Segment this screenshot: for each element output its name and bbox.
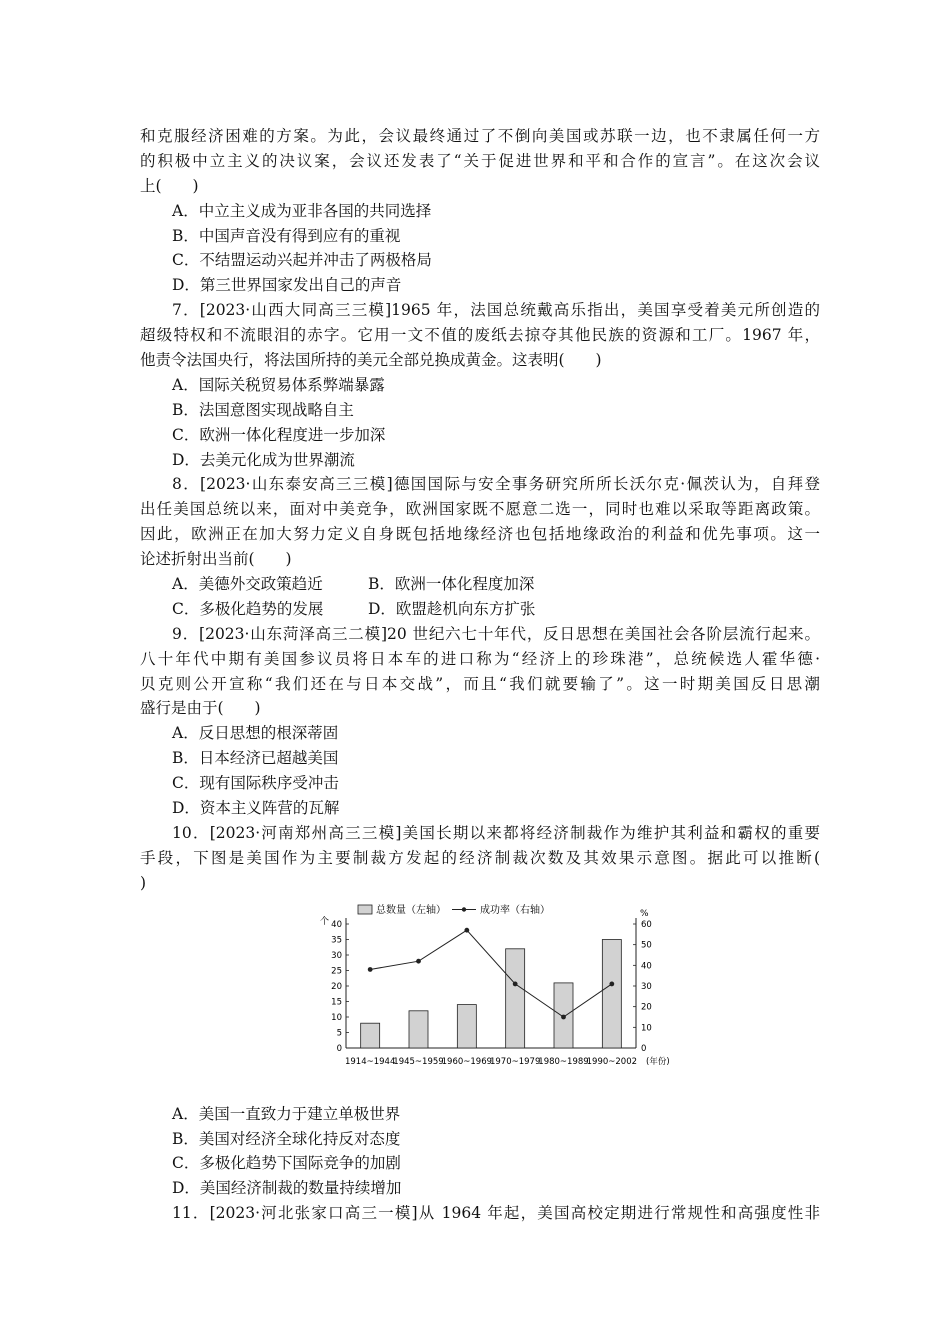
x-axis-tick-label: 1914~1944	[344, 1056, 396, 1067]
right-axis-tick-label: 50	[641, 940, 652, 951]
success-rate-point	[513, 981, 518, 986]
x-axis-tick-label: 1980~1989	[538, 1056, 589, 1067]
left-axis-tick-label: 40	[331, 919, 342, 930]
q11-text-line-1: 11．[2023·河北张家口高三一模]从 1964 年起，美国高校定期进行常规性和高强度性非	[172, 1204, 820, 1223]
q7-option-a: A．国际关税贸易体系弊端暴露	[172, 375, 385, 394]
q6-option-a: A．中立主义成为亚非各国的共同选择	[172, 201, 432, 220]
q9-text-line-4: 盛行是由于( )	[140, 699, 261, 718]
q10-option-a: A．美国一直致力于建立单极世界	[172, 1104, 401, 1123]
chart-bar	[506, 948, 525, 1047]
q10-option-b: B．美国对经济全球化持反对态度	[172, 1129, 401, 1148]
q6-option-b: B．中国声音没有得到应有的重视	[172, 226, 401, 245]
left-axis-tick-label: 5	[336, 1028, 342, 1039]
x-axis-tick-label: 1970~1979	[489, 1056, 541, 1067]
q7-option-b: B．法国意图实现战略自主	[172, 400, 354, 419]
success-rate-point	[368, 967, 373, 972]
x-axis-tick-label: 1990~2002	[586, 1056, 638, 1067]
left-axis-tick-label: 10	[331, 1012, 342, 1023]
legend-bar-swatch	[358, 905, 372, 914]
q8-option-c: C．多极化趋势的发展	[172, 599, 324, 618]
left-axis-tick-label: 30	[331, 950, 342, 961]
chart-bar	[602, 939, 621, 1048]
right-axis-tick-label: 60	[641, 919, 652, 930]
x-axis-tick-label: 1960~1969	[441, 1056, 493, 1067]
right-axis-tick-label: 40	[641, 960, 652, 971]
document-page	[140, 124, 820, 1226]
right-axis-tick-label: 10	[641, 1022, 652, 1033]
q8-option-d: D．欧盟趁机向东方扩张	[368, 599, 536, 618]
chart-bar	[457, 1004, 476, 1047]
q8-text-line-2: 出任美国总统以来，面对中美竞争，欧洲国家既不愿意二选一，同时也难以采取等距离政策。	[140, 500, 820, 519]
legend-line-marker	[462, 907, 466, 911]
right-axis-tick-label: 0	[641, 1043, 647, 1054]
sanctions-chart	[140, 902, 820, 1082]
q6-option-c: C．不结盟运动兴起并冲击了两极格局	[172, 251, 432, 270]
legend-bar-label: 总数量（左轴）	[376, 904, 446, 916]
q10-option-d: D．美国经济制裁的数量持续增加	[172, 1179, 402, 1198]
left-axis-tick-label: 0	[336, 1043, 342, 1054]
q9-option-b: B．日本经济已超越美国	[172, 749, 339, 768]
q6-text-line-2: 的积极中立主义的决议案，会议还发表了“关于促进世界和平和合作的宣言”。在这次会议	[140, 151, 820, 170]
chart-bar	[409, 1010, 428, 1047]
x-axis-tick-label: 1945~1959	[393, 1056, 444, 1067]
q6-text-line-3: 上( )	[140, 176, 199, 195]
left-axis-tick-label: 20	[331, 981, 342, 992]
right-axis-unit: %	[640, 908, 649, 919]
success-rate-line	[370, 930, 612, 1017]
q8-text-line-4: 论述折射出当前( )	[140, 550, 292, 569]
success-rate-point	[561, 1014, 566, 1019]
q10-text-line-2: 手段，下图是美国作为主要制裁方发起的经济制裁次数及其效果示意图。据此可以推断(	[140, 848, 820, 867]
left-axis-tick-label: 35	[331, 935, 342, 946]
q9-option-d: D．资本主义阵营的瓦解	[172, 799, 340, 818]
q10-text-line-1: 10．[2023·河南郑州高三三模]美国长期以来都将经济制裁作为维护其利益和霸权的重要	[172, 823, 820, 842]
q9-text-line-3: 贝克则公开宣称“我们还在与日本交战”，而且“我们就要输了”。这一时期美国反日思潮	[140, 674, 820, 693]
q9-option-a: A．反日思想的根深蒂固	[172, 724, 339, 743]
q8-options-row-1	[140, 572, 820, 597]
q9-option-c: C．现有国际秩序受冲击	[172, 774, 339, 793]
q7-text-line-2: 超级特权和不流眼泪的赤字。它用一文不值的废纸去掠夺其他民族的资源和工厂。1967 年，	[140, 326, 820, 345]
success-rate-point	[609, 981, 614, 986]
q7-text-line-1: 7．[2023·山西大同高三三模]1965 年，法国总统戴高乐指出，美国享受着美元所创造的	[172, 301, 820, 320]
q8-text-line-1: 8．[2023·山东泰安高三三模]德国国际与安全事务研究所所长沃尔克·佩茨认为，自拜登	[172, 475, 820, 494]
q10-option-c: C．多极化趋势下国际竞争的加剧	[172, 1154, 401, 1173]
right-axis-tick-label: 30	[641, 981, 652, 992]
q10-text-line-3: )	[140, 873, 147, 892]
success-rate-point	[416, 958, 421, 963]
q6-text-line-1: 和克服经济困难的方案。为此，会议最终通过了不倒向美国或苏联一边，也不隶属任何一方	[140, 127, 820, 145]
x-axis-label: (年份)	[646, 1056, 670, 1067]
q8-text-line-3: 因此，欧洲正在加大努力定义自身既包括地缘经济也包括地缘政治的利益和优先事项。这一	[140, 525, 820, 544]
q7-option-d: D．去美元化成为世界潮流	[172, 450, 355, 469]
q7-option-c: C．欧洲一体化程度进一步加深	[172, 425, 386, 444]
chart-bar	[361, 1023, 380, 1048]
right-axis-tick-label: 20	[641, 1002, 652, 1013]
sanctions-chart-svg	[310, 902, 690, 1074]
left-axis-tick-label: 25	[331, 966, 342, 977]
q8-options-row-2	[140, 597, 820, 622]
q8-option-a: A．美德外交政策趋近	[172, 575, 323, 594]
q6-option-d: D．第三世界国家发出自己的声音	[172, 276, 402, 295]
left-axis-unit: 个	[320, 916, 330, 927]
q9-text-line-1: 9．[2023·山东菏泽高三二模]20 世纪六七十年代，反日思想在美国社会各阶层流行起来。	[172, 624, 820, 643]
q7-text-line-3: 他责令法国央行，将法国所持的美元全部兑换成黄金。这表明( )	[140, 351, 602, 370]
left-axis-tick-label: 15	[331, 997, 342, 1008]
q9-text-line-2: 八十年代中期有美国参议员将日本车的进口称为“经济上的珍珠港”，总统候选人霍华德·	[140, 649, 820, 668]
q8-option-b: B．欧洲一体化程度加深	[368, 575, 535, 594]
success-rate-point	[464, 927, 469, 932]
legend-line-label: 成功率（右轴）	[480, 904, 550, 916]
